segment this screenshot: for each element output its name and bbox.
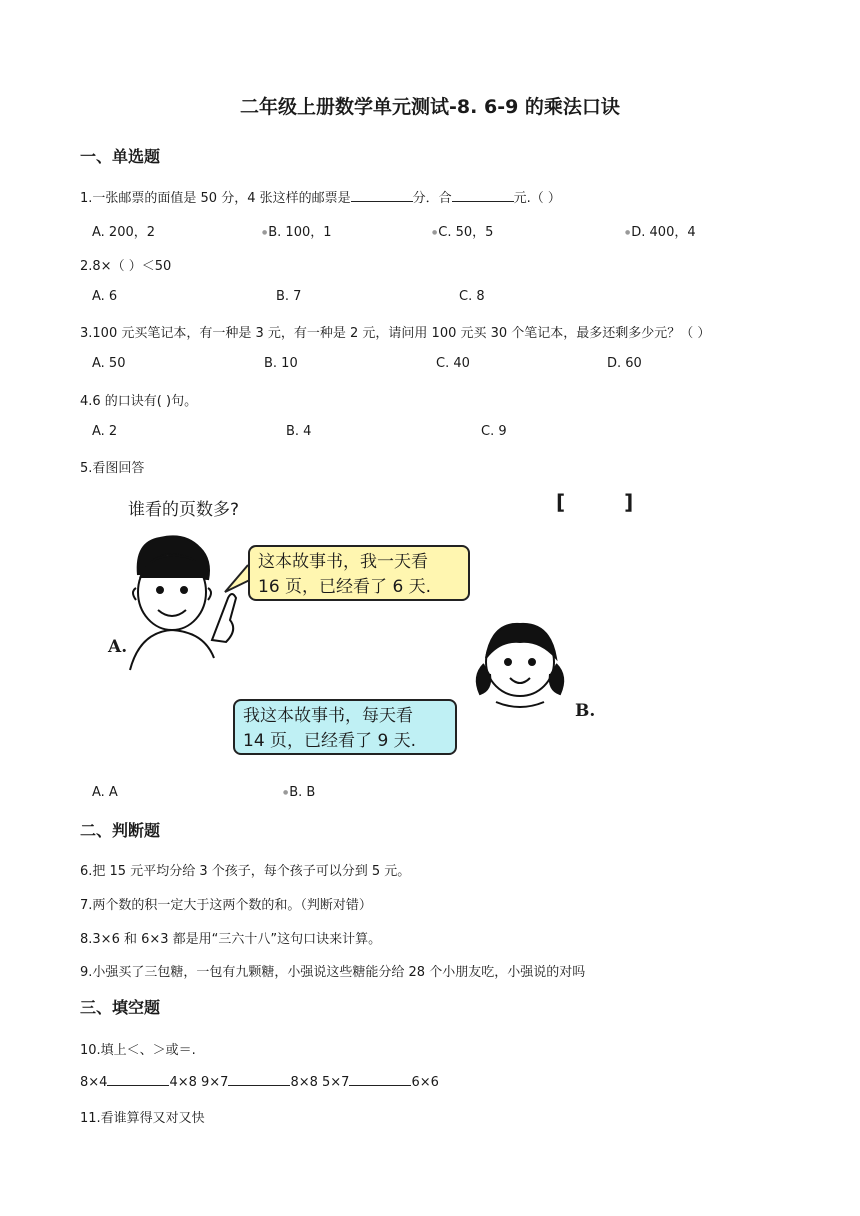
option-c[interactable]: C. 40 — [436, 356, 470, 371]
option-label: B. 100，1 — [268, 225, 332, 240]
expression: 4×8 9×7 — [169, 1075, 229, 1090]
option-a[interactable]: A. 50 — [92, 356, 126, 371]
section-heading-true-false: 二、判断题 — [80, 821, 161, 840]
figure-question: 谁看的页数多? — [128, 500, 240, 520]
option-a[interactable]: A. 6 — [92, 289, 118, 304]
question-3: 3.100 元买笔记本，有一种是 3 元，有一种是 2 元，请问用 100 元买 30 个笔记本，最多还剩多少元？（ ） — [80, 326, 711, 341]
option-label: D. 400，4 — [631, 225, 696, 240]
bullet-icon: ● — [625, 229, 631, 236]
section-heading-single-choice: 一、单选题 — [80, 147, 161, 166]
bubble-a-line-1: 这本故事书，我一天看 — [258, 552, 428, 572]
question-11: 11.看谁算得又对又快 — [80, 1111, 205, 1126]
option-label: C. 50，5 — [438, 225, 494, 240]
figure-label-a: A. — [108, 637, 128, 657]
girl-figure — [477, 624, 563, 707]
figure-answer-bracket: [ ] — [556, 490, 660, 514]
question-10: 10.填上＜、＞或＝. — [80, 1043, 196, 1058]
bubble-b-line-2: 14 页，已经看了 9 天. — [243, 731, 417, 751]
answer-blank[interactable] — [228, 1073, 290, 1086]
option-c[interactable]: C. 8 — [459, 289, 485, 304]
option-c[interactable]: C. 9 — [481, 424, 507, 439]
option-b[interactable]: B. 10 — [264, 356, 298, 371]
bullet-icon: ● — [283, 789, 289, 796]
question-1 — [80, 187, 561, 206]
figure-label-b: B. — [575, 701, 596, 721]
bubble-b-line-1: 我这本故事书，每天看 — [243, 706, 413, 726]
answer-blank[interactable] — [349, 1073, 411, 1086]
option-b[interactable]: B. 4 — [286, 424, 312, 439]
question-4: 4.6 的口诀有( )句。 — [80, 394, 198, 409]
bullet-icon: ● — [432, 229, 438, 236]
question-2: 2.8×（ ）＜50 — [80, 259, 172, 274]
section-heading-fill-blank: 三、填空题 — [80, 998, 161, 1017]
speech-bubble-a — [248, 545, 470, 601]
option-label: B. B — [289, 785, 316, 800]
option-c[interactable] — [432, 221, 493, 240]
answer-blank[interactable] — [452, 189, 514, 202]
bubble-a-line-2: 16 页，已经看了 6 天. — [258, 577, 432, 597]
question-7: 7.两个数的积一定大于这两个数的和。（判断对错） — [80, 898, 372, 913]
option-a[interactable]: A. A — [92, 785, 118, 800]
question-1-text-pre: 1.一张邮票的面值是 50 分，4 张这样的邮票是 — [80, 191, 351, 206]
option-a[interactable]: A. 2 — [92, 424, 118, 439]
page-title: 二年级上册数学单元测试-8. 6-9 的乘法口诀 — [240, 96, 620, 118]
option-d[interactable] — [625, 221, 696, 240]
expression: 8×4 — [80, 1075, 108, 1090]
speech-bubble-b — [233, 699, 457, 755]
expression: 6×6 — [411, 1075, 439, 1090]
bullet-icon: ● — [262, 229, 268, 236]
option-a[interactable]: A. 200，2 — [92, 225, 156, 240]
option-b[interactable]: B. 7 — [276, 289, 302, 304]
boy-figure — [130, 536, 236, 670]
option-d[interactable]: D. 60 — [607, 356, 642, 371]
question-8: 8.3×6 和 6×3 都是用“三六十八”这句口诀来计算。 — [80, 932, 382, 947]
expression: 8×8 5×7 — [290, 1075, 350, 1090]
question-5: 5.看图回答 — [80, 461, 145, 476]
question-6: 6.把 15 元平均分给 3 个孩子，每个孩子可以分到 5 元。 — [80, 864, 411, 879]
answer-blank[interactable] — [351, 189, 413, 202]
question-9: 9.小强买了三包糖，一包有九颗糖，小强说这些糖能分给 28 个小朋友吃，小强说的对吗 — [80, 965, 586, 980]
answer-blank[interactable] — [107, 1073, 169, 1086]
question-10-expressions — [80, 1073, 439, 1090]
question-1-text-post: 元.（ ） — [513, 191, 561, 206]
question-1-text-mid: 分．合 — [412, 191, 452, 206]
option-b[interactable] — [283, 785, 315, 800]
option-b[interactable] — [262, 221, 332, 240]
